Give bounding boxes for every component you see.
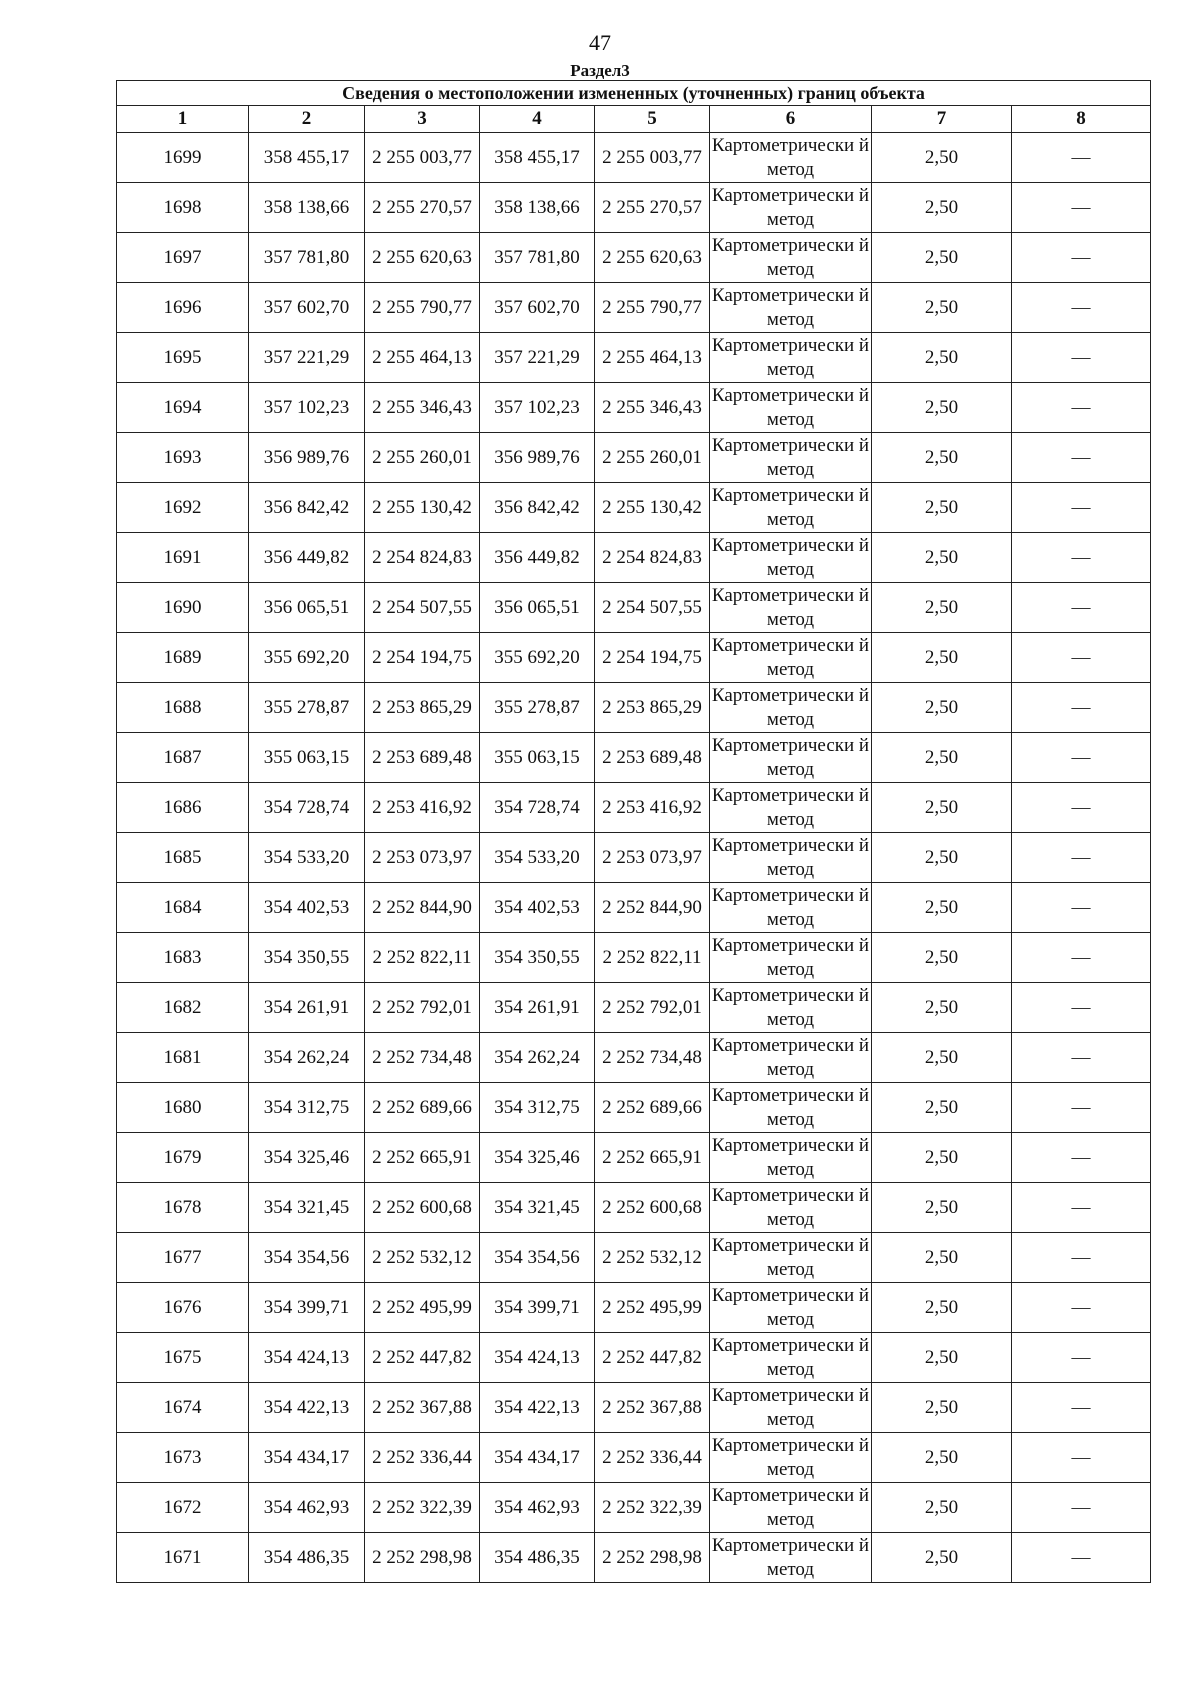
accuracy-cell: 2,50 [872,983,1012,1033]
y-old-cell: 2 252 322,39 [365,1483,480,1533]
description-cell: — [1012,1283,1151,1333]
description-cell: — [1012,433,1151,483]
description-cell: — [1012,483,1151,533]
y-new-cell: 2 255 790,77 [595,283,710,333]
description-cell: — [1012,983,1151,1033]
table-row [117,183,1151,233]
point-number-cell: 1675 [117,1333,249,1383]
boundary-coordinates-table [116,80,1151,1583]
point-number-cell: 1699 [117,133,249,183]
y-new-cell: 2 254 194,75 [595,633,710,683]
x-old-cell: 357 102,23 [249,383,365,433]
table-row [117,1183,1151,1233]
accuracy-cell: 2,50 [872,1383,1012,1433]
accuracy-cell: 2,50 [872,483,1012,533]
accuracy-cell: 2,50 [872,433,1012,483]
x-old-cell: 356 989,76 [249,433,365,483]
x-new-cell: 355 063,15 [480,733,595,783]
x-new-cell: 358 455,17 [480,133,595,183]
point-number-cell: 1676 [117,1283,249,1333]
y-new-cell: 2 253 865,29 [595,683,710,733]
accuracy-cell: 2,50 [872,1533,1012,1583]
x-new-cell: 354 321,45 [480,1183,595,1233]
y-new-cell: 2 255 620,63 [595,233,710,283]
description-cell: — [1012,1333,1151,1383]
x-old-cell: 358 455,17 [249,133,365,183]
x-old-cell: 355 692,20 [249,633,365,683]
y-old-cell: 2 252 367,88 [365,1383,480,1433]
point-number-cell: 1694 [117,383,249,433]
method-cell: Картометрически й метод [710,183,872,233]
y-old-cell: 2 252 532,12 [365,1233,480,1283]
accuracy-cell: 2,50 [872,333,1012,383]
x-old-cell: 354 424,13 [249,1333,365,1383]
x-old-cell: 355 278,87 [249,683,365,733]
x-old-cell: 354 533,20 [249,833,365,883]
y-old-cell: 2 252 447,82 [365,1333,480,1383]
description-cell: — [1012,1033,1151,1083]
point-number-cell: 1698 [117,183,249,233]
point-number-cell: 1693 [117,433,249,483]
table-row [117,583,1151,633]
y-old-cell: 2 254 194,75 [365,633,480,683]
description-cell: — [1012,633,1151,683]
accuracy-cell: 2,50 [872,833,1012,883]
y-new-cell: 2 252 336,44 [595,1433,710,1483]
x-old-cell: 354 354,56 [249,1233,365,1283]
point-number-cell: 1685 [117,833,249,883]
table-row [117,633,1151,683]
accuracy-cell: 2,50 [872,733,1012,783]
x-new-cell: 354 728,74 [480,783,595,833]
table-row [117,883,1151,933]
x-new-cell: 357 102,23 [480,383,595,433]
y-old-cell: 2 252 844,90 [365,883,480,933]
accuracy-cell: 2,50 [872,1483,1012,1533]
accuracy-cell: 2,50 [872,1233,1012,1283]
y-old-cell: 2 255 270,57 [365,183,480,233]
description-cell: — [1012,133,1151,183]
y-old-cell: 2 255 260,01 [365,433,480,483]
x-old-cell: 354 462,93 [249,1483,365,1533]
accuracy-cell: 2,50 [872,1333,1012,1383]
description-cell: — [1012,333,1151,383]
description-cell: — [1012,183,1151,233]
accuracy-cell: 2,50 [872,783,1012,833]
x-new-cell: 355 692,20 [480,633,595,683]
x-new-cell: 356 449,82 [480,533,595,583]
y-new-cell: 2 252 298,98 [595,1533,710,1583]
description-cell: — [1012,583,1151,633]
x-old-cell: 354 422,13 [249,1383,365,1433]
x-new-cell: 356 842,42 [480,483,595,533]
accuracy-cell: 2,50 [872,233,1012,283]
point-number-cell: 1679 [117,1133,249,1183]
y-new-cell: 2 252 447,82 [595,1333,710,1383]
accuracy-cell: 2,50 [872,633,1012,683]
table-row [117,1133,1151,1183]
x-old-cell: 356 065,51 [249,583,365,633]
accuracy-cell: 2,50 [872,1083,1012,1133]
point-number-cell: 1690 [117,583,249,633]
description-cell: — [1012,1533,1151,1583]
y-old-cell: 2 252 822,11 [365,933,480,983]
method-cell: Картометрически й метод [710,633,872,683]
column-number-row [117,106,1151,133]
x-old-cell: 356 842,42 [249,483,365,533]
x-old-cell: 354 486,35 [249,1533,365,1583]
x-old-cell: 354 350,55 [249,933,365,983]
description-cell: — [1012,1233,1151,1283]
y-old-cell: 2 255 003,77 [365,133,480,183]
method-cell: Картометрически й метод [710,1433,872,1483]
y-old-cell: 2 252 665,91 [365,1133,480,1183]
column-number: 3 [365,106,480,133]
point-number-cell: 1672 [117,1483,249,1533]
description-cell: — [1012,1083,1151,1133]
table-row [117,983,1151,1033]
accuracy-cell: 2,50 [872,283,1012,333]
table-row [117,1083,1151,1133]
point-number-cell: 1678 [117,1183,249,1233]
x-new-cell: 355 278,87 [480,683,595,733]
table-row [117,933,1151,983]
table-row [117,833,1151,883]
point-number-cell: 1682 [117,983,249,1033]
description-cell: — [1012,783,1151,833]
page-number: 47 [589,30,611,55]
point-number-cell: 1691 [117,533,249,583]
table-row [117,1033,1151,1083]
y-old-cell: 2 253 865,29 [365,683,480,733]
description-cell: — [1012,733,1151,783]
y-old-cell: 2 252 336,44 [365,1433,480,1483]
x-old-cell: 354 728,74 [249,783,365,833]
y-new-cell: 2 252 689,66 [595,1083,710,1133]
accuracy-cell: 2,50 [872,1033,1012,1083]
x-new-cell: 356 065,51 [480,583,595,633]
point-number-cell: 1671 [117,1533,249,1583]
table-row [117,533,1151,583]
description-cell: — [1012,833,1151,883]
x-old-cell: 354 321,45 [249,1183,365,1233]
section-title: Раздел3 [570,61,630,80]
table-row [117,683,1151,733]
x-new-cell: 356 989,76 [480,433,595,483]
y-new-cell: 2 252 367,88 [595,1383,710,1433]
accuracy-cell: 2,50 [872,683,1012,733]
x-old-cell: 357 602,70 [249,283,365,333]
table-row [117,733,1151,783]
method-cell: Картометрически й метод [710,583,872,633]
table-row [117,1533,1151,1583]
point-number-cell: 1681 [117,1033,249,1083]
column-number: 5 [595,106,710,133]
x-old-cell: 354 402,53 [249,883,365,933]
table-row [117,1283,1151,1333]
x-old-cell: 357 221,29 [249,333,365,383]
method-cell: Картометрически й метод [710,1133,872,1183]
accuracy-cell: 2,50 [872,383,1012,433]
method-cell: Картометрически й метод [710,233,872,283]
x-new-cell: 357 221,29 [480,333,595,383]
description-cell: — [1012,533,1151,583]
point-number-cell: 1683 [117,933,249,983]
method-cell: Картометрически й метод [710,1533,872,1583]
y-old-cell: 2 252 792,01 [365,983,480,1033]
y-new-cell: 2 255 003,77 [595,133,710,183]
y-old-cell: 2 252 689,66 [365,1083,480,1133]
method-cell: Картометрически й метод [710,283,872,333]
method-cell: Картометрически й метод [710,1233,872,1283]
y-old-cell: 2 254 507,55 [365,583,480,633]
accuracy-cell: 2,50 [872,1433,1012,1483]
column-number: 8 [1012,106,1151,133]
y-old-cell: 2 253 416,92 [365,783,480,833]
method-cell: Картометрически й метод [710,683,872,733]
y-new-cell: 2 255 260,01 [595,433,710,483]
accuracy-cell: 2,50 [872,1183,1012,1233]
method-cell: Картометрически й метод [710,1183,872,1233]
table-row [117,433,1151,483]
method-cell: Картометрически й метод [710,1083,872,1133]
x-new-cell: 354 354,56 [480,1233,595,1283]
x-new-cell: 354 422,13 [480,1383,595,1433]
accuracy-cell: 2,50 [872,133,1012,183]
x-old-cell: 354 262,24 [249,1033,365,1083]
y-new-cell: 2 255 464,13 [595,333,710,383]
point-number-cell: 1692 [117,483,249,533]
method-cell: Картометрически й метод [710,433,872,483]
y-old-cell: 2 253 073,97 [365,833,480,883]
point-number-cell: 1673 [117,1433,249,1483]
x-old-cell: 354 399,71 [249,1283,365,1333]
table-row [117,1433,1151,1483]
method-cell: Картометрически й метод [710,1283,872,1333]
method-cell: Картометрически й метод [710,883,872,933]
x-new-cell: 354 262,24 [480,1033,595,1083]
description-cell: — [1012,1433,1151,1483]
y-new-cell: 2 254 824,83 [595,533,710,583]
method-cell: Картометрически й метод [710,783,872,833]
x-old-cell: 356 449,82 [249,533,365,583]
y-new-cell: 2 252 822,11 [595,933,710,983]
point-number-cell: 1695 [117,333,249,383]
description-cell: — [1012,933,1151,983]
method-cell: Картометрически й метод [710,983,872,1033]
table-row [117,133,1151,183]
table-row [117,1333,1151,1383]
y-new-cell: 2 252 844,90 [595,883,710,933]
y-old-cell: 2 255 130,42 [365,483,480,533]
table-row [117,233,1151,283]
x-old-cell: 354 325,46 [249,1133,365,1183]
description-cell: — [1012,283,1151,333]
x-new-cell: 354 325,46 [480,1133,595,1183]
y-new-cell: 2 254 507,55 [595,583,710,633]
y-old-cell: 2 252 298,98 [365,1533,480,1583]
table-row [117,383,1151,433]
x-new-cell: 358 138,66 [480,183,595,233]
x-old-cell: 358 138,66 [249,183,365,233]
y-new-cell: 2 252 495,99 [595,1283,710,1333]
point-number-cell: 1687 [117,733,249,783]
x-old-cell: 354 261,91 [249,983,365,1033]
x-new-cell: 354 424,13 [480,1333,595,1383]
y-old-cell: 2 255 464,13 [365,333,480,383]
method-cell: Картометрически й метод [710,533,872,583]
x-new-cell: 354 434,17 [480,1433,595,1483]
x-old-cell: 354 312,75 [249,1083,365,1133]
column-number: 7 [872,106,1012,133]
description-cell: — [1012,883,1151,933]
y-new-cell: 2 252 322,39 [595,1483,710,1533]
method-cell: Картометрически й метод [710,1383,872,1433]
point-number-cell: 1697 [117,233,249,283]
accuracy-cell: 2,50 [872,1283,1012,1333]
point-number-cell: 1689 [117,633,249,683]
accuracy-cell: 2,50 [872,1133,1012,1183]
method-cell: Картометрически й метод [710,833,872,883]
y-old-cell: 2 255 346,43 [365,383,480,433]
x-new-cell: 354 533,20 [480,833,595,883]
accuracy-cell: 2,50 [872,933,1012,983]
x-new-cell: 357 781,80 [480,233,595,283]
x-new-cell: 354 350,55 [480,933,595,983]
table-row [117,1383,1151,1433]
y-new-cell: 2 255 346,43 [595,383,710,433]
x-old-cell: 354 434,17 [249,1433,365,1483]
accuracy-cell: 2,50 [872,533,1012,583]
y-new-cell: 2 252 792,01 [595,983,710,1033]
y-old-cell: 2 252 600,68 [365,1183,480,1233]
point-number-cell: 1684 [117,883,249,933]
description-cell: — [1012,383,1151,433]
x-new-cell: 354 399,71 [480,1283,595,1333]
table-row [117,1233,1151,1283]
description-cell: — [1012,233,1151,283]
table-caption: Сведения о местоположении измененных (уточненных) границ объекта [117,81,1151,106]
table-row [117,1483,1151,1533]
y-new-cell: 2 253 689,48 [595,733,710,783]
table-row [117,483,1151,533]
table-row [117,783,1151,833]
description-cell: — [1012,1483,1151,1533]
table-row [117,283,1151,333]
x-new-cell: 354 462,93 [480,1483,595,1533]
method-cell: Картометрически й метод [710,933,872,983]
point-number-cell: 1686 [117,783,249,833]
y-old-cell: 2 252 495,99 [365,1283,480,1333]
accuracy-cell: 2,50 [872,883,1012,933]
column-number: 2 [249,106,365,133]
y-new-cell: 2 252 532,12 [595,1233,710,1283]
column-number: 6 [710,106,872,133]
y-new-cell: 2 252 600,68 [595,1183,710,1233]
description-cell: — [1012,1383,1151,1433]
description-cell: — [1012,683,1151,733]
accuracy-cell: 2,50 [872,183,1012,233]
y-new-cell: 2 252 665,91 [595,1133,710,1183]
y-new-cell: 2 255 270,57 [595,183,710,233]
method-cell: Картометрически й метод [710,1333,872,1383]
method-cell: Картометрически й метод [710,133,872,183]
y-new-cell: 2 255 130,42 [595,483,710,533]
method-cell: Картометрически й метод [710,383,872,433]
method-cell: Картометрически й метод [710,1483,872,1533]
y-old-cell: 2 253 689,48 [365,733,480,783]
point-number-cell: 1674 [117,1383,249,1433]
y-old-cell: 2 254 824,83 [365,533,480,583]
y-new-cell: 2 253 416,92 [595,783,710,833]
x-new-cell: 357 602,70 [480,283,595,333]
x-old-cell: 357 781,80 [249,233,365,283]
method-cell: Картометрически й метод [710,1033,872,1083]
description-cell: — [1012,1183,1151,1233]
table-caption-row [117,81,1151,106]
x-new-cell: 354 486,35 [480,1533,595,1583]
y-old-cell: 2 255 790,77 [365,283,480,333]
column-number: 4 [480,106,595,133]
x-new-cell: 354 261,91 [480,983,595,1033]
method-cell: Картометрически й метод [710,733,872,783]
point-number-cell: 1677 [117,1233,249,1283]
y-new-cell: 2 252 734,48 [595,1033,710,1083]
column-number: 1 [117,106,249,133]
point-number-cell: 1680 [117,1083,249,1133]
point-number-cell: 1688 [117,683,249,733]
y-old-cell: 2 255 620,63 [365,233,480,283]
method-cell: Картометрически й метод [710,333,872,383]
method-cell: Картометрически й метод [710,483,872,533]
description-cell: — [1012,1133,1151,1183]
point-number-cell: 1696 [117,283,249,333]
y-new-cell: 2 253 073,97 [595,833,710,883]
y-old-cell: 2 252 734,48 [365,1033,480,1083]
x-new-cell: 354 402,53 [480,883,595,933]
x-old-cell: 355 063,15 [249,733,365,783]
accuracy-cell: 2,50 [872,583,1012,633]
table-row [117,333,1151,383]
x-new-cell: 354 312,75 [480,1083,595,1133]
